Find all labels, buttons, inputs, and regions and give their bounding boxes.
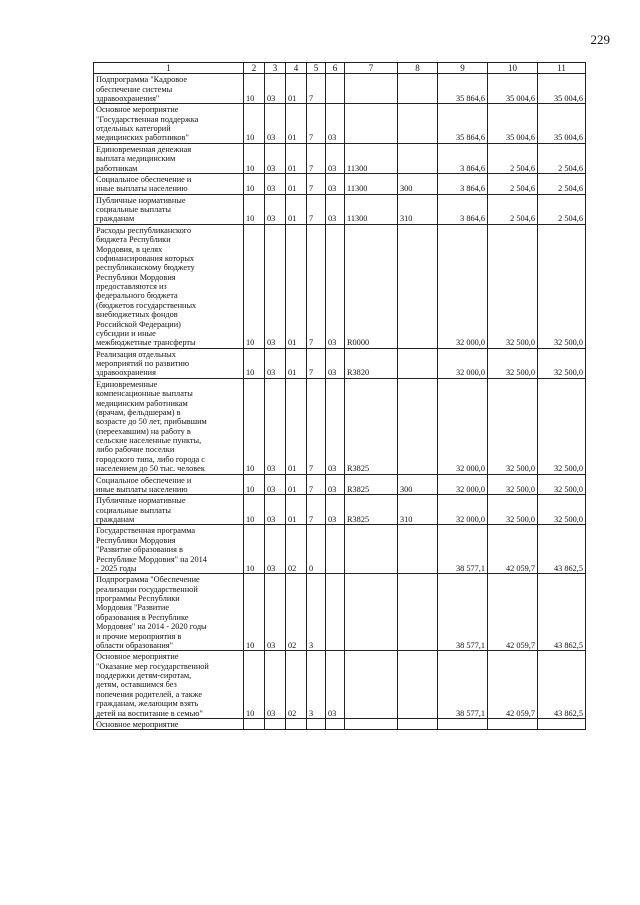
cell-col-6: 03 xyxy=(326,104,345,144)
cell-col-5: 7 xyxy=(307,173,326,194)
cell-col-3: 03 xyxy=(265,495,286,525)
cell-col-11: 2 504,6 xyxy=(538,194,586,224)
column-header: 10 xyxy=(488,63,538,74)
cell-col-2: 10 xyxy=(244,104,265,144)
cell-col-5: 7 xyxy=(307,194,326,224)
cell-col-5: 7 xyxy=(307,143,326,173)
column-header: 1 xyxy=(94,63,244,74)
cell-col-8: 300 xyxy=(398,173,438,194)
cell-col-2: 10 xyxy=(244,574,265,651)
cell-col-9: 3 864,6 xyxy=(438,194,488,224)
cell-col-5: 7 xyxy=(307,474,326,495)
cell-col-9: 3 864,6 xyxy=(438,173,488,194)
cell-col-10: 35 004,6 xyxy=(488,74,538,104)
cell-col-4: 01 xyxy=(286,74,307,104)
cell-col-2: 10 xyxy=(244,525,265,574)
cell-col-8: 310 xyxy=(398,194,438,224)
cell-col-10: 42 059,7 xyxy=(488,651,538,719)
row-name-cell: Подпрограмма "Кадровое обеспечение системы здравоохранения" xyxy=(94,74,244,104)
cell-col-2: 10 xyxy=(244,378,265,474)
table-row xyxy=(94,348,586,378)
cell-col-4: 01 xyxy=(286,348,307,378)
cell-col-3: 03 xyxy=(265,194,286,224)
cell-col-2 xyxy=(244,718,265,729)
cell-col-7: R3825 xyxy=(345,474,398,495)
cell-col-3: 03 xyxy=(265,651,286,719)
cell-col-3: 03 xyxy=(265,525,286,574)
cell-col-6: 03 xyxy=(326,651,345,719)
table-row xyxy=(94,525,586,574)
column-header: 11 xyxy=(538,63,586,74)
cell-col-3: 03 xyxy=(265,224,286,348)
cell-col-2: 10 xyxy=(244,143,265,173)
cell-col-7 xyxy=(345,74,398,104)
row-name-cell: Основное мероприятие "Оказание мер государственной поддержки детям-сиротам, детям, оставшимся без попечения родителей, а также гражданам, желающим взять детей на воспитание в семью" xyxy=(94,651,244,719)
cell-col-11: 43 862,5 xyxy=(538,525,586,574)
cell-col-11: 43 862,5 xyxy=(538,574,586,651)
cell-col-3: 03 xyxy=(265,474,286,495)
table-row xyxy=(94,143,586,173)
cell-col-7: 11300 xyxy=(345,194,398,224)
cell-col-9: 38 577,1 xyxy=(438,525,488,574)
column-header: 2 xyxy=(244,63,265,74)
cell-col-8 xyxy=(398,574,438,651)
cell-col-3 xyxy=(265,718,286,729)
cell-col-9: 32 000,0 xyxy=(438,224,488,348)
cell-col-10 xyxy=(488,718,538,729)
cell-col-4 xyxy=(286,718,307,729)
cell-col-2: 10 xyxy=(244,224,265,348)
column-header: 9 xyxy=(438,63,488,74)
table-header-row xyxy=(94,63,586,74)
cell-col-10: 32 500,0 xyxy=(488,474,538,495)
cell-col-7 xyxy=(345,574,398,651)
table-row xyxy=(94,173,586,194)
cell-col-6: 03 xyxy=(326,143,345,173)
cell-col-3: 03 xyxy=(265,173,286,194)
cell-col-10: 2 504,6 xyxy=(488,173,538,194)
cell-col-8 xyxy=(398,74,438,104)
cell-col-6: 03 xyxy=(326,194,345,224)
cell-col-9: 32 000,0 xyxy=(438,495,488,525)
cell-col-11: 35 004,6 xyxy=(538,104,586,144)
table-row xyxy=(94,224,586,348)
column-header: 4 xyxy=(286,63,307,74)
table-row xyxy=(94,474,586,495)
cell-col-4: 01 xyxy=(286,495,307,525)
cell-col-2: 10 xyxy=(244,495,265,525)
column-header: 7 xyxy=(345,63,398,74)
cell-col-5: 0 xyxy=(307,525,326,574)
cell-col-10: 42 059,7 xyxy=(488,574,538,651)
cell-col-9: 32 000,0 xyxy=(438,378,488,474)
cell-col-3: 03 xyxy=(265,74,286,104)
cell-col-11 xyxy=(538,718,586,729)
cell-col-3: 03 xyxy=(265,574,286,651)
cell-col-6 xyxy=(326,574,345,651)
cell-col-9: 32 000,0 xyxy=(438,348,488,378)
cell-col-9 xyxy=(438,718,488,729)
cell-col-8: 310 xyxy=(398,495,438,525)
cell-col-6 xyxy=(326,525,345,574)
cell-col-5: 3 xyxy=(307,574,326,651)
cell-col-2: 10 xyxy=(244,651,265,719)
cell-col-8 xyxy=(398,104,438,144)
cell-col-11: 32 500,0 xyxy=(538,495,586,525)
cell-col-3: 03 xyxy=(265,348,286,378)
cell-col-4: 01 xyxy=(286,173,307,194)
cell-col-6: 03 xyxy=(326,378,345,474)
cell-col-9: 38 577,1 xyxy=(438,651,488,719)
cell-col-5: 7 xyxy=(307,74,326,104)
cell-col-3: 03 xyxy=(265,143,286,173)
cell-col-5: 7 xyxy=(307,104,326,144)
cell-col-4: 01 xyxy=(286,378,307,474)
cell-col-10: 32 500,0 xyxy=(488,224,538,348)
cell-col-4: 01 xyxy=(286,474,307,495)
cell-col-5: 7 xyxy=(307,348,326,378)
cell-col-6: 03 xyxy=(326,348,345,378)
column-header: 6 xyxy=(326,63,345,74)
column-header: 3 xyxy=(265,63,286,74)
cell-col-8 xyxy=(398,651,438,719)
cell-col-10: 32 500,0 xyxy=(488,378,538,474)
cell-col-9: 38 577,1 xyxy=(438,574,488,651)
table-row xyxy=(94,718,586,729)
cell-col-7: 11300 xyxy=(345,143,398,173)
cell-col-5 xyxy=(307,718,326,729)
column-header: 5 xyxy=(307,63,326,74)
cell-col-8 xyxy=(398,525,438,574)
cell-col-10: 2 504,6 xyxy=(488,194,538,224)
cell-col-11: 32 500,0 xyxy=(538,348,586,378)
cell-col-6 xyxy=(326,718,345,729)
table-row xyxy=(94,74,586,104)
cell-col-5: 7 xyxy=(307,224,326,348)
cell-col-6: 03 xyxy=(326,474,345,495)
cell-col-7: R0000 xyxy=(345,224,398,348)
cell-col-6: 03 xyxy=(326,495,345,525)
row-name-cell: Подпрограмма "Обеспечение реализации государственной программы Республики Мордовия "Развитие образования в Республике Мордовия" на 2014 - 2020 годы и прочие мероприятия в области образования" xyxy=(94,574,244,651)
cell-col-7 xyxy=(345,718,398,729)
cell-col-11: 32 500,0 xyxy=(538,224,586,348)
cell-col-3: 03 xyxy=(265,378,286,474)
cell-col-10: 2 504,6 xyxy=(488,143,538,173)
row-name-cell: Расходы республиканского бюджета Республики Мордовия, в целях софинансирования которых республиканскому бюджету Республики Мордовия предоставляются из федерального бюджета (бюджетов государственных внебюджетных фондов Российской Федерации) субсидии и иные межбюджетные трансферты xyxy=(94,224,244,348)
cell-col-7 xyxy=(345,651,398,719)
cell-col-4: 01 xyxy=(286,194,307,224)
cell-col-2: 10 xyxy=(244,173,265,194)
cell-col-9: 32 000,0 xyxy=(438,474,488,495)
cell-col-3: 03 xyxy=(265,104,286,144)
row-name-cell: Реализация отдельных мероприятий по развитию здравоохранения xyxy=(94,348,244,378)
cell-col-5: 7 xyxy=(307,495,326,525)
cell-col-8 xyxy=(398,348,438,378)
cell-col-7 xyxy=(345,525,398,574)
row-name-cell: Государственная программа Республики Мордовия "Развитие образования в Республике Мордовия" на 2014 - 2025 годы xyxy=(94,525,244,574)
cell-col-9: 35 864,6 xyxy=(438,74,488,104)
row-name-cell: Социальное обеспечение и иные выплаты населению xyxy=(94,173,244,194)
row-name-cell: Основное мероприятие xyxy=(94,718,244,729)
cell-col-10: 32 500,0 xyxy=(488,495,538,525)
cell-col-11: 2 504,6 xyxy=(538,173,586,194)
page-number: 229 xyxy=(590,32,610,47)
cell-col-5: 3 xyxy=(307,651,326,719)
cell-col-4: 02 xyxy=(286,525,307,574)
column-header: 8 xyxy=(398,63,438,74)
row-name-cell: Единовременные компенсационные выплаты медицинским работникам (врачам, фельдшерам) в возрасте до 50 лет, прибывшим (переехавшим) на работу в сельские населенные пункты, либо рабочие поселки городского типа, либо города с населением до 50 тыс. человек xyxy=(94,378,244,474)
cell-col-7: R3820 xyxy=(345,348,398,378)
cell-col-8 xyxy=(398,143,438,173)
cell-col-8 xyxy=(398,224,438,348)
cell-col-11: 35 004,6 xyxy=(538,74,586,104)
cell-col-2: 10 xyxy=(244,474,265,495)
cell-col-11: 32 500,0 xyxy=(538,474,586,495)
cell-col-7: 11300 xyxy=(345,173,398,194)
cell-col-11: 2 504,6 xyxy=(538,143,586,173)
row-name-cell: Единовременная денежная выплата медицинским работникам xyxy=(94,143,244,173)
table-row xyxy=(94,378,586,474)
cell-col-2: 10 xyxy=(244,74,265,104)
cell-col-7 xyxy=(345,104,398,144)
cell-col-9: 35 864,6 xyxy=(438,104,488,144)
row-name-cell: Социальное обеспечение и иные выплаты населению xyxy=(94,474,244,495)
cell-col-11: 43 862,5 xyxy=(538,651,586,719)
table-row xyxy=(94,495,586,525)
cell-col-5: 7 xyxy=(307,378,326,474)
cell-col-10: 35 004,6 xyxy=(488,104,538,144)
cell-col-4: 02 xyxy=(286,574,307,651)
cell-col-6: 03 xyxy=(326,173,345,194)
cell-col-10: 32 500,0 xyxy=(488,348,538,378)
cell-col-4: 01 xyxy=(286,143,307,173)
cell-col-8 xyxy=(398,718,438,729)
table-row xyxy=(94,194,586,224)
cell-col-9: 3 864,6 xyxy=(438,143,488,173)
row-name-cell: Публичные нормативные социальные выплаты гражданам xyxy=(94,495,244,525)
cell-col-4: 01 xyxy=(286,104,307,144)
cell-col-7: R3825 xyxy=(345,495,398,525)
budget-table xyxy=(93,62,586,730)
table-row xyxy=(94,104,586,144)
cell-col-6: 03 xyxy=(326,224,345,348)
cell-col-8: 300 xyxy=(398,474,438,495)
row-name-cell: Публичные нормативные социальные выплаты гражданам xyxy=(94,194,244,224)
cell-col-7: R3825 xyxy=(345,378,398,474)
table-row xyxy=(94,651,586,719)
cell-col-2: 10 xyxy=(244,194,265,224)
row-name-cell: Основное мероприятие "Государственная поддержка отдельных категорий медицинских работников" xyxy=(94,104,244,144)
cell-col-4: 02 xyxy=(286,651,307,719)
cell-col-6 xyxy=(326,74,345,104)
cell-col-4: 01 xyxy=(286,224,307,348)
cell-col-8 xyxy=(398,378,438,474)
cell-col-10: 42 059,7 xyxy=(488,525,538,574)
cell-col-2: 10 xyxy=(244,348,265,378)
table-row xyxy=(94,574,586,651)
cell-col-11: 32 500,0 xyxy=(538,378,586,474)
